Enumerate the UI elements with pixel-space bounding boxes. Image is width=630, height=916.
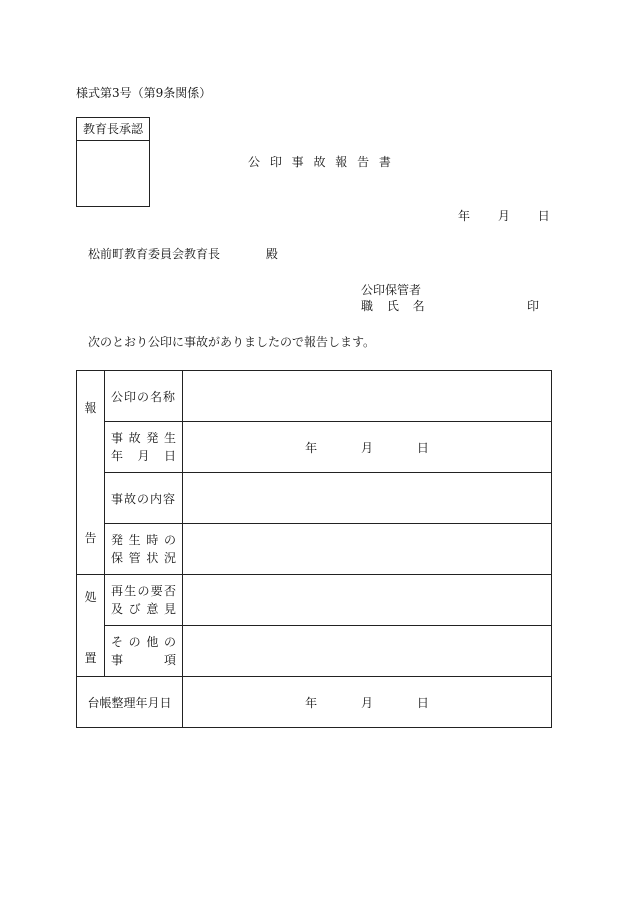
report-table xyxy=(76,370,552,728)
value-seal-name[interactable] xyxy=(183,371,552,422)
table-row xyxy=(77,626,552,677)
form-number: 様式第3号（第9条関係） xyxy=(76,86,212,100)
table-row xyxy=(77,677,552,728)
section-report-char-1: 報 xyxy=(84,401,97,415)
custodian-name-label: 職 氏 名 xyxy=(361,299,430,313)
date-year: 年 xyxy=(458,209,471,223)
intro-text: 次のとおり公印に事故がありましたので報告します。 xyxy=(88,335,376,349)
addressee-honorific: 殿 xyxy=(265,247,278,261)
table-row xyxy=(77,524,552,575)
document-title: 公 印 事 故 報 告 書 xyxy=(248,155,394,169)
label-other-line-2: 事項 xyxy=(111,653,176,667)
label-incident-content: 事故の内容 xyxy=(105,473,183,524)
section-disposal-char-2: 置 xyxy=(84,651,97,665)
value-incident-content[interactable] xyxy=(183,473,552,524)
incident-day-unit: 日 xyxy=(416,440,429,455)
label-storage-status xyxy=(105,524,183,575)
label-seal-name: 公印の名称 xyxy=(105,371,183,422)
table-row xyxy=(77,371,552,422)
report-date xyxy=(458,209,550,223)
section-disposal xyxy=(77,575,105,677)
custodian-title: 公印保管者 xyxy=(361,283,422,297)
value-registry-date[interactable] xyxy=(183,677,552,728)
label-registry-date: 台帳整理年月日 xyxy=(77,677,183,728)
label-reuse-line-2: 及び意見 xyxy=(111,602,176,616)
label-other-line-1: その他の xyxy=(111,635,176,649)
section-disposal-char-1: 処 xyxy=(84,590,97,604)
value-reuse[interactable] xyxy=(183,575,552,626)
label-storage-status-line-2: 保管状況 xyxy=(111,551,176,565)
section-report-char-2: 告 xyxy=(84,531,97,545)
label-incident-date-line-2: 年月日 xyxy=(111,449,176,463)
table-row xyxy=(77,575,552,626)
addressee xyxy=(88,247,278,261)
section-report xyxy=(77,371,105,575)
incident-month-unit: 月 xyxy=(360,440,373,455)
value-other[interactable] xyxy=(183,626,552,677)
registry-day-unit: 日 xyxy=(416,695,429,710)
table-row xyxy=(77,422,552,473)
value-incident-date[interactable] xyxy=(183,422,552,473)
approval-label: 教育長承認 xyxy=(77,118,149,141)
registry-month-unit: 月 xyxy=(360,695,373,710)
label-reuse xyxy=(105,575,183,626)
label-incident-date-line-1: 事故発生 xyxy=(111,431,176,445)
label-reuse-line-1: 再生の要否 xyxy=(111,584,176,598)
date-day: 日 xyxy=(537,209,550,223)
approval-box xyxy=(76,117,150,207)
addressee-name: 松前町教育委員会教育長 xyxy=(88,247,221,261)
label-storage-status-line-1: 発生時の xyxy=(111,533,176,547)
registry-year-unit: 年 xyxy=(305,695,318,710)
table-row xyxy=(77,473,552,524)
label-other xyxy=(105,626,183,677)
date-month: 月 xyxy=(497,209,510,223)
incident-year-unit: 年 xyxy=(305,440,318,455)
custodian-seal: 印 xyxy=(527,299,540,313)
value-storage-status[interactable] xyxy=(183,524,552,575)
label-incident-date xyxy=(105,422,183,473)
